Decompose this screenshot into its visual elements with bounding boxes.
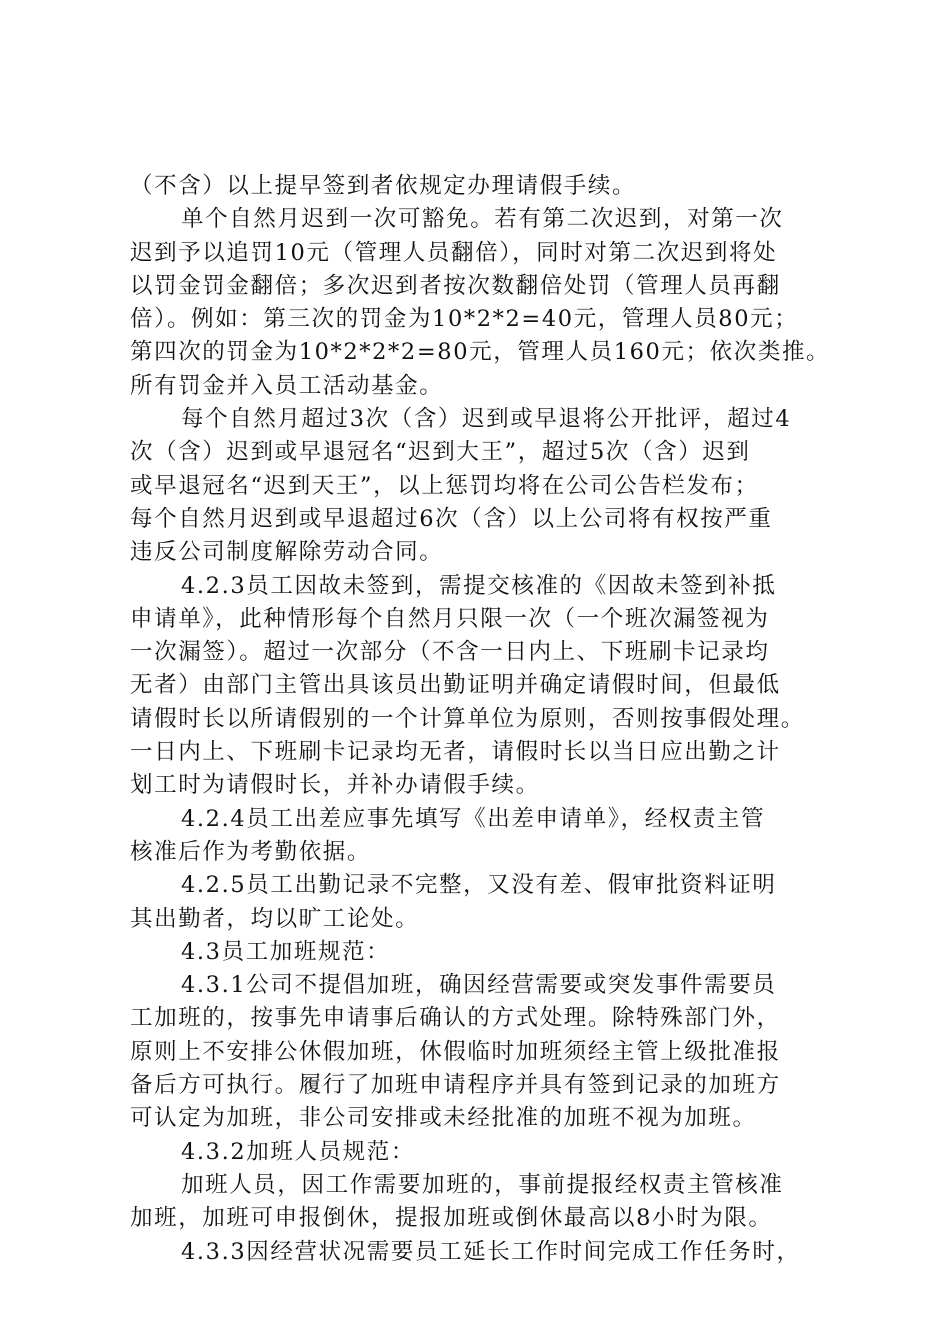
text-line: 第四次的罚金为10*2*2*2=80元，管理人员160元；依次类推。 bbox=[130, 339, 831, 366]
text-line: 所有罚金并入员工活动基金。 bbox=[130, 372, 444, 399]
text-line: 或早退冠名“迟到天王”，以上惩罚均将在公司公告栏发布； bbox=[130, 472, 759, 499]
document-body bbox=[130, 170, 842, 1269]
text-line: 原则上不安排公休假加班，休假临时加班须经主管上级批准报 bbox=[130, 1038, 781, 1065]
text-line: 4.3员工加班规范： bbox=[181, 938, 391, 965]
text-line: 迟到予以追罚10元（管理人员翻倍），同时对第二次迟到将处 bbox=[130, 239, 778, 266]
text-line: 以罚金罚金翻倍；多次迟到者按次数翻倍处罚（管理人员再翻 bbox=[130, 272, 781, 299]
text-line: 单个自然月迟到一次可豁免。若有第二次迟到，对第一次 bbox=[181, 206, 784, 233]
text-line: （不含）以上提早签到者依规定办理请假手续。 bbox=[130, 173, 637, 199]
text-line: 4.3.3因经营状况需要员工延长工作时间完成工作任务时， bbox=[181, 1238, 801, 1265]
text-line: 备后方可执行。履行了加班申请程序并具有签到记录的加班方 bbox=[130, 1072, 781, 1099]
text-line: 4.2.3员工因故未签到，需提交核准的《因故未签到补抵 bbox=[181, 572, 777, 599]
text-line: 4.3.2加班人员规范： bbox=[181, 1138, 415, 1165]
text-line: 申请单》，此种情形每个自然月只限一次（一个班次漏签视为 bbox=[130, 605, 770, 632]
text-line: 倍）。例如：第三次的罚金为10*2*2=40元，管理人员80元； bbox=[130, 306, 799, 333]
text-line: 每个自然月迟到或早退超过6次（含）以上公司将有权按严重 bbox=[130, 505, 773, 532]
text-line: 违反公司制度解除劳动合同。 bbox=[130, 539, 444, 566]
text-line: 无者）由部门主管出具该员出勤证明并确定请假时间，但最低 bbox=[130, 672, 781, 699]
text-line: 其出勤者，均以旷工论处。 bbox=[130, 905, 420, 932]
text-line: 4.2.4员工出差应事先填写《出差申请单》，经权责主管 bbox=[181, 805, 766, 832]
text-line: 一日内上、下班刷卡记录均无者，请假时长以当日应出勤之计 bbox=[130, 739, 781, 766]
text-line: 一次漏签）。超过一次部分（不含一日内上、下班刷卡记录均 bbox=[130, 639, 770, 666]
text-line: 4.2.5员工出勤记录不完整，又没有差、假审批资料证明 bbox=[181, 872, 777, 899]
text-line: 核准后作为考勤依据。 bbox=[130, 838, 372, 865]
text-line: 4.3.1公司不提倡加班，确因经营需要或突发事件需要员 bbox=[181, 972, 777, 999]
text-line: 请假时长以所请假别的一个计算单位为原则，否则按事假处理。 bbox=[130, 705, 805, 732]
text-line: 加班人员，因工作需要加班的，事前提报经权责主管核准 bbox=[181, 1171, 784, 1198]
text-line: 可认定为加班，非公司安排或未经批准的加班不视为加班。 bbox=[130, 1105, 757, 1132]
text-line: 加班，加班可申报倒休，提报加班或倒休最高以8小时为限。 bbox=[130, 1205, 773, 1232]
text-line: 次（含）迟到或早退冠名“迟到大王”，超过5次（含）迟到 bbox=[130, 439, 751, 466]
text-line: 每个自然月超过3次（含）迟到或早退将公开批评，超过4 bbox=[181, 406, 792, 433]
text-line: 工加班的，按事先申请事后确认的方式处理。除特殊部门外， bbox=[130, 1005, 781, 1032]
text-line: 划工时为请假时长，并补办请假手续。 bbox=[130, 772, 540, 799]
